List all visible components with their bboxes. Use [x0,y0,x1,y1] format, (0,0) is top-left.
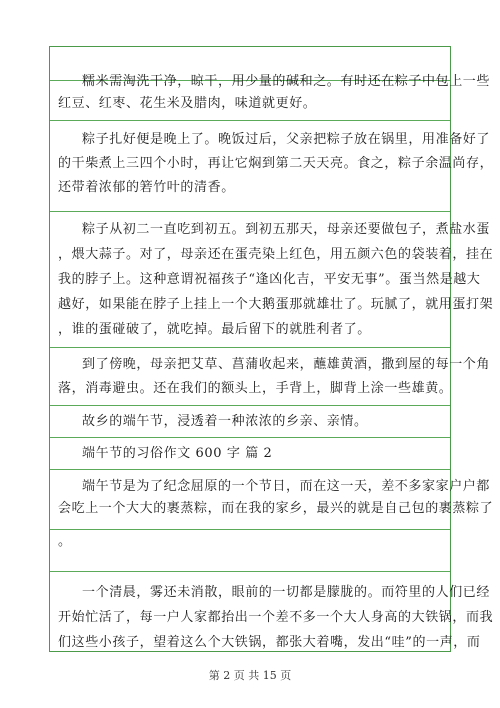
text-line: 到了傍晚，母亲把艾草、菖蒲收起来，蘸雄黄酒，撒到屋的每一个角 [82,357,491,372]
text-line: 一个清晨，雾还未消散，眼前的一切都是朦胧的。而符里的人们已经 [82,585,491,600]
lined-text-sheet [49,46,494,652]
text-line: 。 [58,534,72,549]
ruled-line [50,529,450,530]
ruled-line [50,347,450,348]
ruled-line [50,469,450,470]
text-line: 越好，如果能在脖子上挂上一个大鹅蛋那就雄壮了。玩腻了，就用蛋打架 [58,297,494,312]
text-line: ，煨大蒜子。对了，母亲还在蛋壳染上红色，用五颜六色的袋装着，挂在 [58,247,494,262]
text-line: 会吃上一个大大的裹蒸粽，而在我的家乡，最兴的就是自己包的裹蒸粽了 [58,501,494,516]
text-line: 糯米需淘洗干净，晾干，用少量的碱和之。有时还在粽子中包上一些 [82,74,491,89]
text-line: 开始忙活了，每一户人家都抬出一个差不多一个大人身高的大铁锅，而我 [58,610,494,625]
section-heading: 端午节的习俗作文 600 字 篇 2 [82,446,273,461]
text-line: 我的脖子上。这种意谓祝福孩子“逢凶化吉，平安无事”。蛋当然是越大 [58,272,481,287]
text-line: 端午节是为了纪念屈原的一个节日，而在这一天，差不多家家户户都 [82,479,491,494]
ruled-line [50,405,450,406]
ruled-line [50,437,450,438]
text-line: 粽子从初二一直吃到初五。到初五那天，母亲还要做包子，煮盐水蛋 [82,222,491,237]
page-number-footer: 第 2 页 共 15 页 [208,669,292,682]
text-line: 们这些小孩子，望着这么个大铁锅，都张大着嘴，发出“哇”的一声，而 [58,635,481,650]
ruled-line [50,120,450,121]
ruled-line [50,211,450,212]
text-line: 粽子扎好便是晚上了。晚饭过后，父亲把粽子放在锅里，用准备好了 [82,132,491,147]
text-line: 红豆、红枣、花生米及腊肉，味道就更好。 [58,96,317,111]
text-line: 的干柴煮上三四个小时，再让它焖到第二天天亮。食之，粽子余温尚存， [58,156,494,171]
text-line: ，谁的蛋碰破了，就吃掉。最后留下的就胜利者了。 [58,322,371,337]
text-line: 还带着浓郁的箬竹叶的清香。 [58,180,235,195]
text-line: 落，消毒避虫。还在我们的额头上，手背上，脚背上涂一些雄黄。 [58,381,453,396]
ruled-line [50,571,450,572]
text-line: 故乡的端午节，浸透着一种浓浓的乡亲、亲情。 [82,414,368,429]
